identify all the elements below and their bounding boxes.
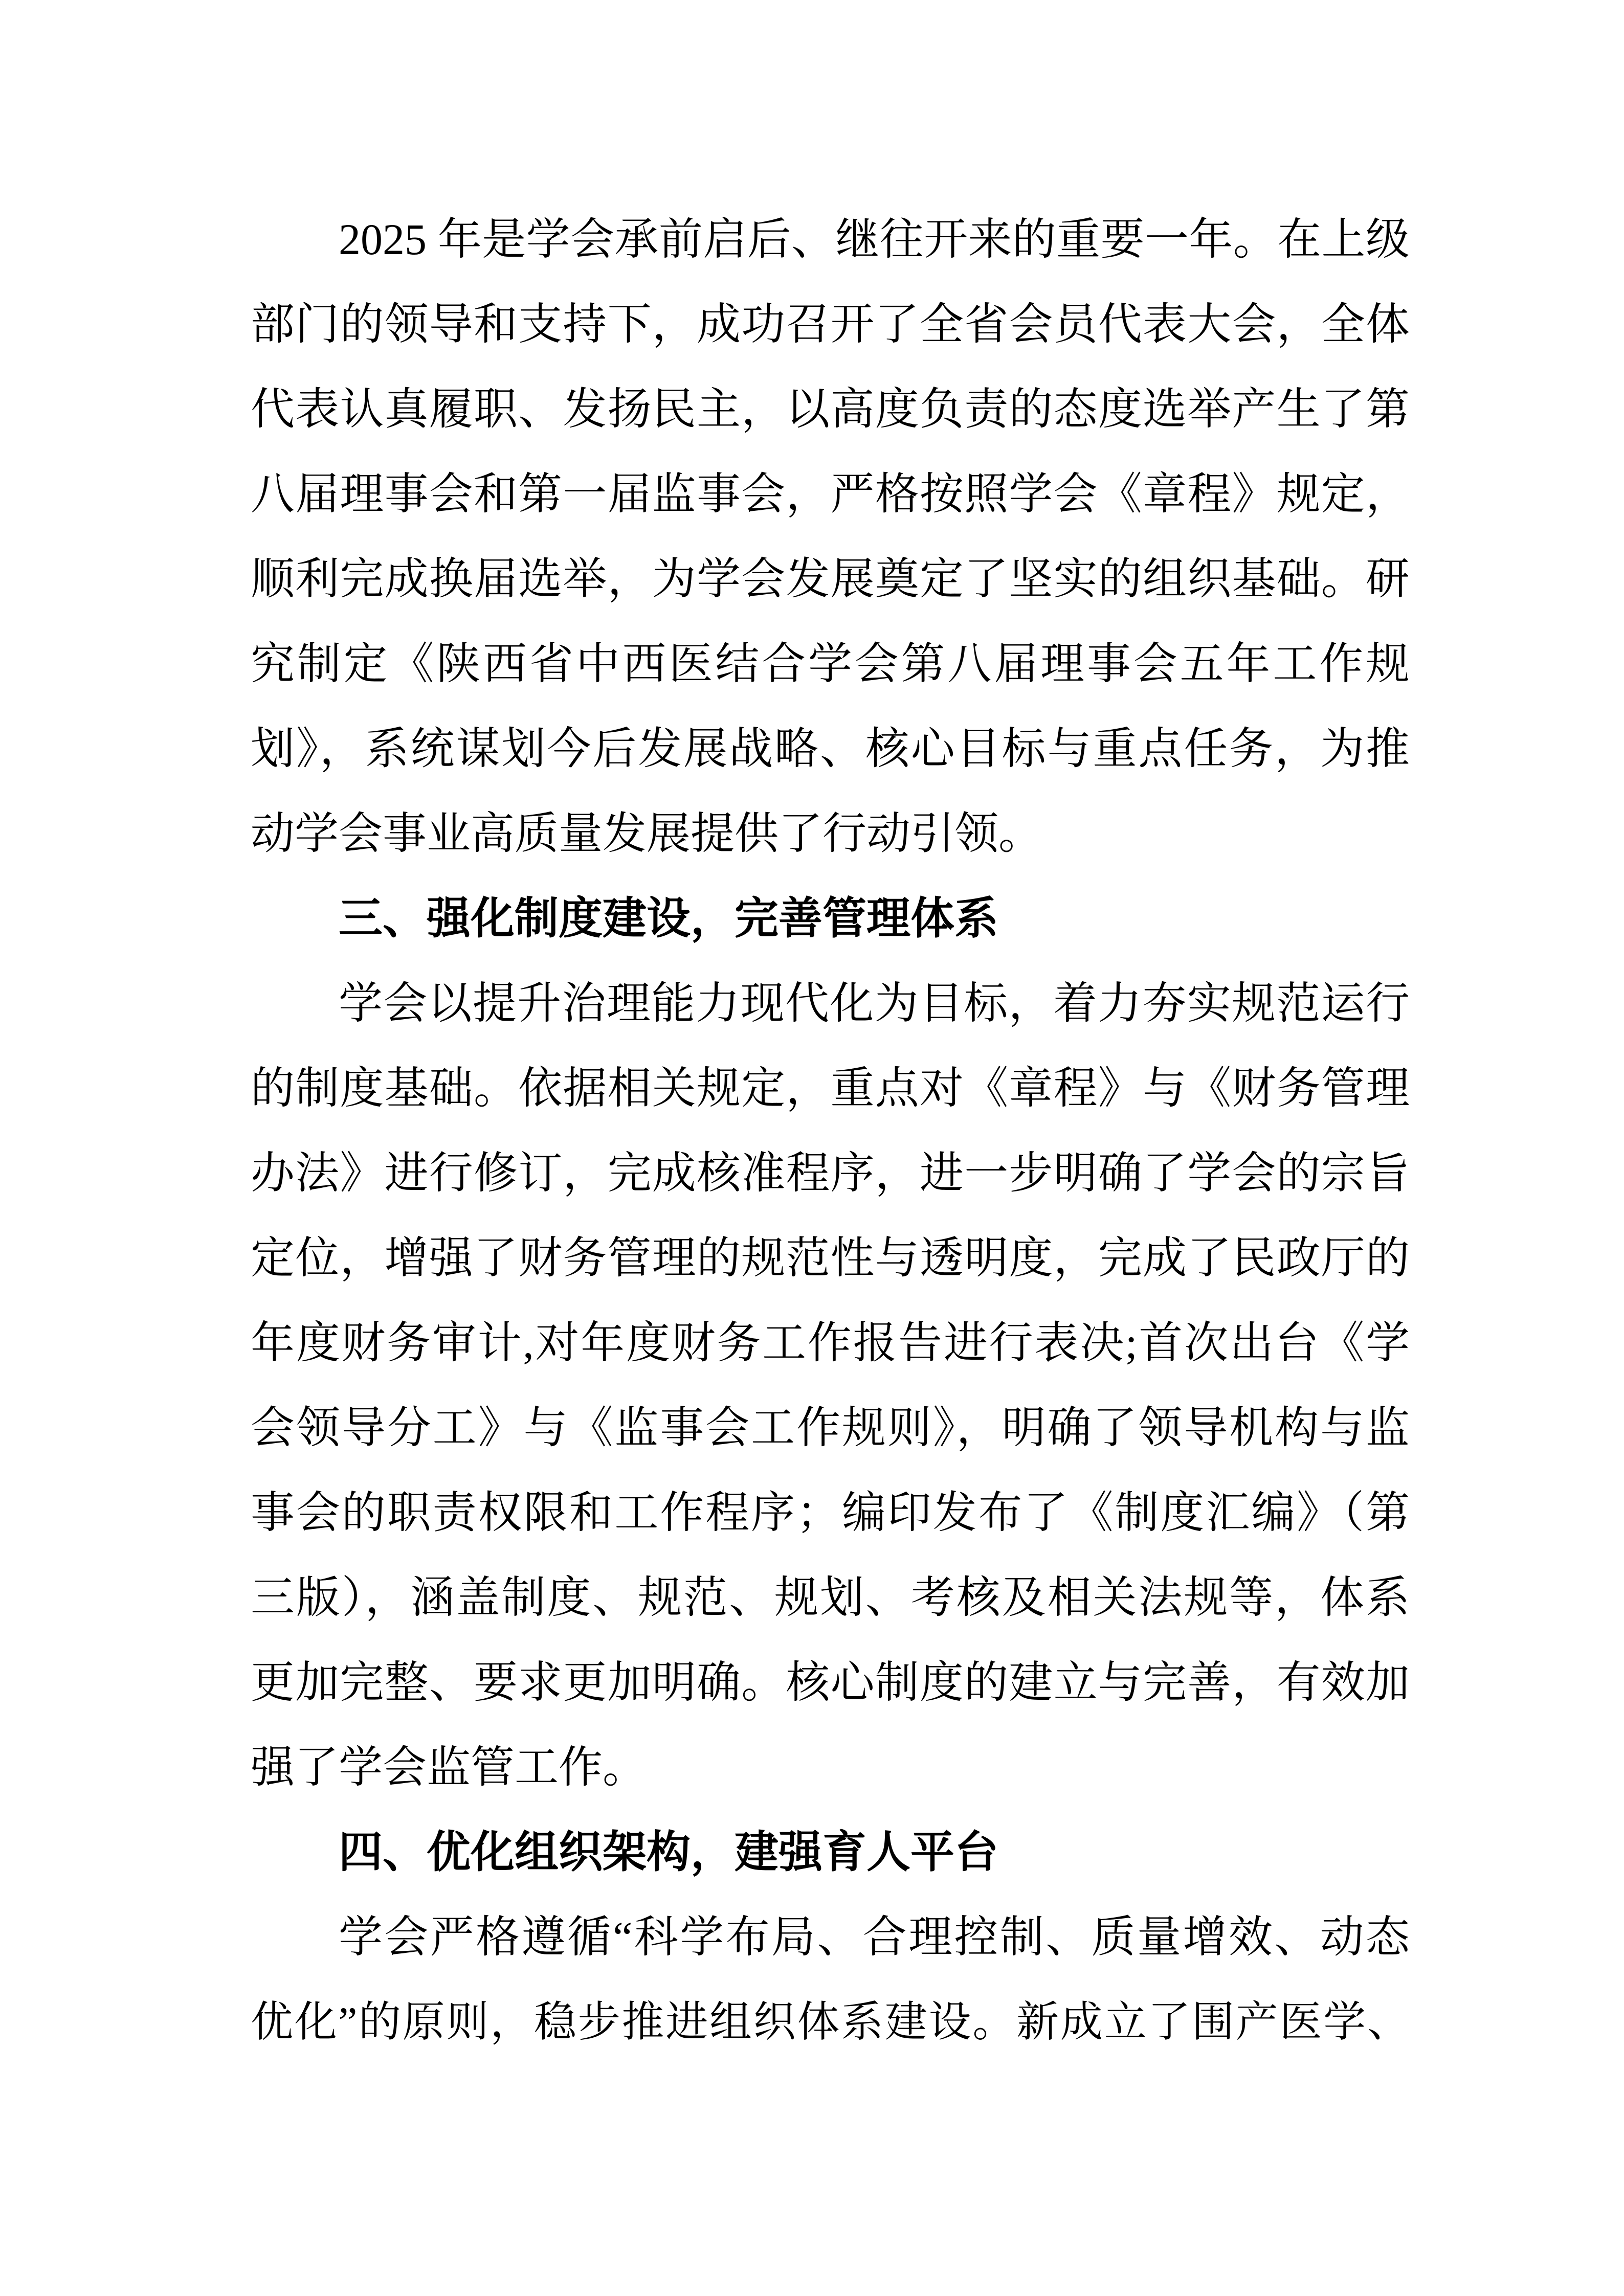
paragraph-line: 定位，增强了财务管理的规范性与透明度，完成了民政厅的 — [251, 1233, 1410, 1282]
paragraph-line: 八届理事会和第一届监事会，严格按照学会《章程》规定， — [251, 469, 1410, 519]
section-heading-4: 四、优化组织架构，建强育人平台 — [339, 1828, 998, 1877]
paragraph-last-line: 动学会事业高质量发展提供了行动引领。 — [251, 809, 1042, 858]
paragraph-line: 年度财务审计,对年度财务工作报告进行表决;首次出台《学 — [251, 1318, 1410, 1367]
document-body — [251, 197, 1410, 2064]
paragraph-first-line: 学会以提升治理能力现代化为目标，着力夯实规范运行 — [339, 979, 1410, 1028]
paragraph-line: 的制度基础。依据相关规定，重点对《章程》与《财务管理 — [251, 1064, 1410, 1113]
paragraph-line: 事会的职责权限和工作程序；编印发布了《制度汇编》（第 — [251, 1488, 1410, 1537]
paragraph-first-line: 学会严格遵循“科学布局、合理控制、质量增效、动态 — [339, 1912, 1410, 1962]
paragraph-line: 办法》进行修订，完成核准程序，进一步明确了学会的宗旨 — [251, 1149, 1410, 1198]
paragraph-line: 顺利完成换届选举，为学会发展奠定了坚实的组织基础。研 — [251, 554, 1410, 603]
paragraph-line: 三版），涵盖制度、规范、规划、考核及相关法规等，体系 — [251, 1573, 1410, 1622]
paragraph-line: 部门的领导和支持下，成功召开了全省会员代表大会，全体 — [251, 300, 1410, 349]
paragraph-first-line: 2025 年是学会承前启后、继往开来的重要一年。在上级 — [339, 215, 1410, 264]
paragraph-line: 会领导分工》与《监事会工作规则》，明确了领导机构与监 — [251, 1403, 1410, 1452]
paragraph-line: 代表认真履职、发扬民主，以高度负责的态度选举产生了第 — [251, 385, 1410, 434]
paragraph-last-line: 强了学会监管工作。 — [251, 1743, 647, 1792]
section-heading-3: 三、强化制度建设，完善管理体系 — [339, 894, 998, 943]
paragraph-line: 优化”的原则，稳步推进组织体系建设。新成立了围产医学、 — [251, 1998, 1410, 2045]
paragraph-line: 更加完整、要求更加明确。核心制度的建立与完善，有效加 — [251, 1658, 1410, 1707]
paragraph-line: 划》，系统谋划今后发展战略、核心目标与重点任务，为推 — [251, 724, 1410, 773]
paragraph-line: 究制定《陕西省中西医结合学会第八届理事会五年工作规 — [251, 639, 1410, 688]
